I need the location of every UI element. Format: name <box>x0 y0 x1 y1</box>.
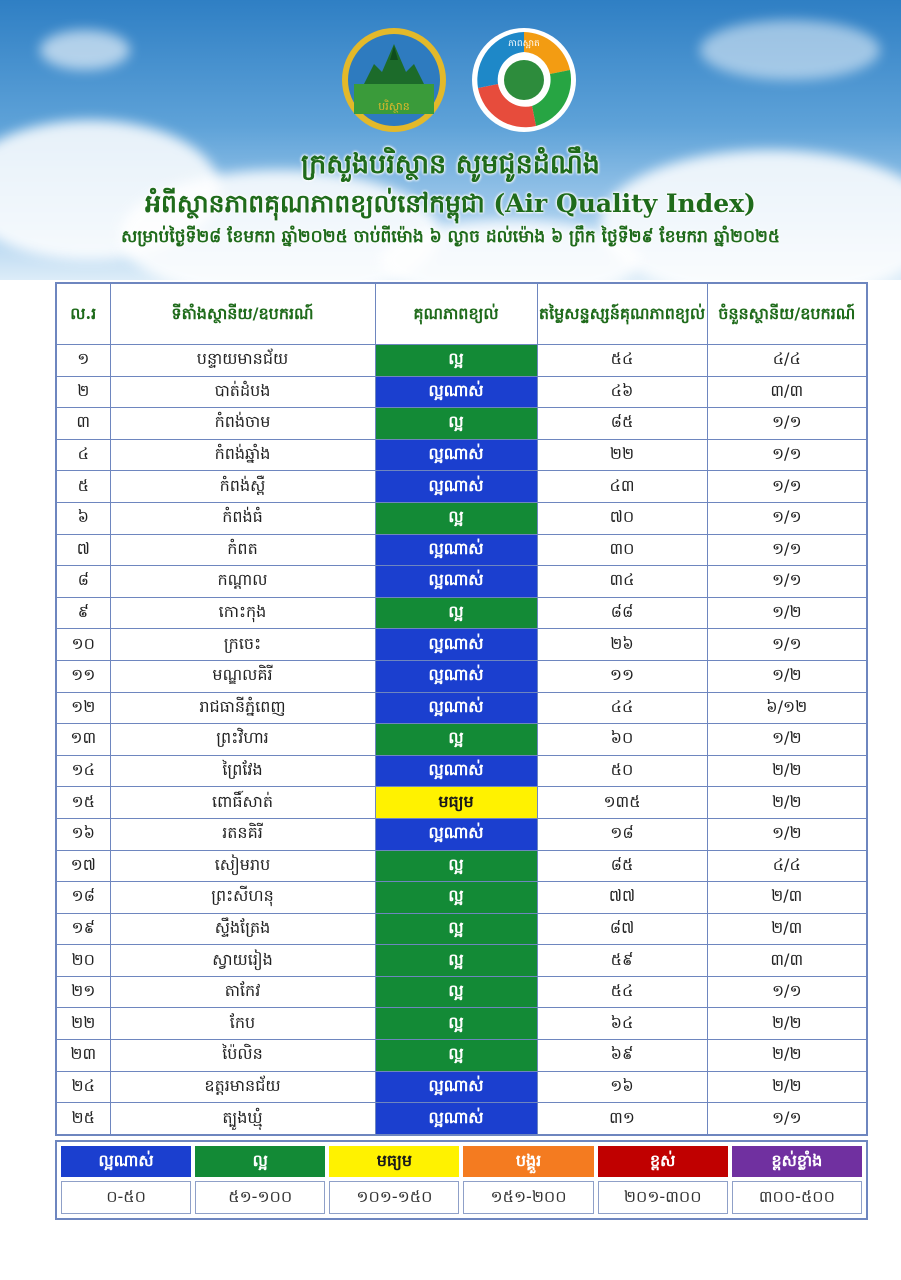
row-quality-status: ល្អ <box>375 882 537 914</box>
row-number: ៥ <box>56 471 110 503</box>
table-row <box>56 1071 867 1103</box>
title-line-2: អំពីស្ថានភាពគុណភាពខ្យល់នៅកម្ពុជា (Air Quality Index) <box>145 189 756 218</box>
row-station-count: ១/២ <box>707 724 867 756</box>
row-number: ២២ <box>56 1008 110 1040</box>
row-station-count: ២/២ <box>707 787 867 819</box>
legend-label: ល្អ <box>195 1146 325 1177</box>
ministry-of-environment-logo <box>340 26 448 134</box>
row-station-count: ១/១ <box>707 439 867 471</box>
row-station-count: ១/១ <box>707 976 867 1008</box>
row-quality-status: ល្អ <box>375 850 537 882</box>
row-aqi-value: ៣១ <box>537 1103 707 1135</box>
table-row <box>56 818 867 850</box>
row-number: ១១ <box>56 660 110 692</box>
row-location: ពោធិ៍សាត់ <box>110 787 375 819</box>
row-aqi-value: ១១ <box>537 660 707 692</box>
header-quality: គុណភាពខ្យល់ <box>375 283 537 345</box>
legend-range-row <box>61 1181 862 1214</box>
svg-text:បរិស្ថាន: បរិស្ថាន <box>378 100 410 113</box>
row-location: កំពង់ចាម <box>110 408 375 440</box>
row-quality-status: ល្អណាស់ <box>375 1103 537 1135</box>
row-location: ប៉ៃលិន <box>110 1040 375 1072</box>
table-row <box>56 1008 867 1040</box>
row-aqi-value: ៣៤ <box>537 566 707 598</box>
table-row <box>56 502 867 534</box>
row-aqi-value: ៦០ <box>537 724 707 756</box>
row-number: ១៦ <box>56 818 110 850</box>
row-station-count: ១/២ <box>707 660 867 692</box>
row-location: កែប <box>110 1008 375 1040</box>
legend-range: ១០១-១៥០ <box>329 1181 459 1214</box>
row-location: រាជធានីភ្នំពេញ <box>110 692 375 724</box>
row-number: ២ <box>56 376 110 408</box>
table-row <box>56 660 867 692</box>
row-aqi-value: ៨៨ <box>537 597 707 629</box>
row-station-count: ២/៣ <box>707 882 867 914</box>
row-number: ៨ <box>56 566 110 598</box>
table-row <box>56 566 867 598</box>
row-aqi-value: ៥៩ <box>537 945 707 977</box>
row-location: តាកែវ <box>110 976 375 1008</box>
row-location: កណ្ដាល <box>110 566 375 598</box>
row-aqi-value: ១៣៥ <box>537 787 707 819</box>
row-aqi-value: ១៨ <box>537 818 707 850</box>
row-aqi-value: ៣០ <box>537 534 707 566</box>
row-location: កំពង់ឆ្នាំង <box>110 439 375 471</box>
row-number: ២០ <box>56 945 110 977</box>
row-location: ព្រៃវែង <box>110 755 375 787</box>
table-row <box>56 345 867 377</box>
row-station-count: ១/១ <box>707 1103 867 1135</box>
row-aqi-value: ៨៥ <box>537 408 707 440</box>
row-number: ៤ <box>56 439 110 471</box>
row-station-count: ១/១ <box>707 471 867 503</box>
row-location: ត្បូងឃ្មុំ <box>110 1103 375 1135</box>
row-quality-status: ល្អណាស់ <box>375 692 537 724</box>
legend-label-row <box>61 1146 862 1177</box>
table-row <box>56 850 867 882</box>
legend-label: ខ្ពស់ <box>598 1146 728 1177</box>
row-station-count: ៦/១២ <box>707 692 867 724</box>
header-no: ល.រ <box>56 283 110 345</box>
row-station-count: ៤/៤ <box>707 345 867 377</box>
logos-row <box>0 20 901 135</box>
row-quality-status: ល្អណាស់ <box>375 376 537 408</box>
row-station-count: ២/២ <box>707 755 867 787</box>
table-row <box>56 376 867 408</box>
row-location: ស្ទឹងត្រែង <box>110 913 375 945</box>
legend-range: ១៥១-២០០ <box>463 1181 593 1214</box>
title-line-1: ក្រសួងបរិស្ថាន សូមជូនដំណឹង <box>301 149 600 180</box>
aqi-table <box>55 282 868 1136</box>
row-quality-status: ល្អ <box>375 597 537 629</box>
table-row <box>56 597 867 629</box>
row-location: រតនគិរី <box>110 818 375 850</box>
row-number: ៣ <box>56 408 110 440</box>
row-quality-status: ល្អណាស់ <box>375 566 537 598</box>
row-station-count: ១/១ <box>707 629 867 661</box>
table-row <box>56 945 867 977</box>
table-row <box>56 408 867 440</box>
row-station-count: ៣/៣ <box>707 376 867 408</box>
row-quality-status: ល្អ <box>375 1008 537 1040</box>
row-aqi-value: ៤៦ <box>537 376 707 408</box>
row-station-count: ១/១ <box>707 502 867 534</box>
row-aqi-value: ៥០ <box>537 755 707 787</box>
row-quality-status: ល្អណាស់ <box>375 755 537 787</box>
row-location: បាត់ដំបង <box>110 376 375 408</box>
legend-label: ខ្ពស់ខ្លាំង <box>732 1146 862 1177</box>
aqi-legend <box>55 1140 868 1220</box>
row-location: បន្ទាយមានជ័យ <box>110 345 375 377</box>
header-count: ចំនួនស្ថានីយ/ឧបករណ៍ <box>707 283 867 345</box>
row-quality-status: ល្អ <box>375 913 537 945</box>
row-station-count: ៣/៣ <box>707 945 867 977</box>
row-number: ២៣ <box>56 1040 110 1072</box>
row-aqi-value: ៧៧ <box>537 882 707 914</box>
row-location: ក្រចេះ <box>110 629 375 661</box>
row-station-count: ១/២ <box>707 818 867 850</box>
legend-label: បង្គួរ <box>463 1146 593 1177</box>
row-quality-status: ល្អ <box>375 1040 537 1072</box>
legend-label: ល្អណាស់ <box>61 1146 191 1177</box>
table-row <box>56 471 867 503</box>
row-number: ១៩ <box>56 913 110 945</box>
row-quality-status: ល្អ <box>375 502 537 534</box>
row-location: ព្រះសីហនុ <box>110 882 375 914</box>
row-aqi-value: ៦៤ <box>537 1008 707 1040</box>
row-aqi-value: ៨៥ <box>537 850 707 882</box>
row-number: ១៣ <box>56 724 110 756</box>
row-number: ១៥ <box>56 787 110 819</box>
row-aqi-value: ៥៤ <box>537 345 707 377</box>
legend-label: មធ្យម <box>329 1146 459 1177</box>
legend-range: ៥១-១០០ <box>195 1181 325 1214</box>
row-number: ១៤ <box>56 755 110 787</box>
aqi-table-body <box>56 345 867 1135</box>
row-number: ២៥ <box>56 1103 110 1135</box>
header-index: តម្លៃសន្ទស្សន៍គុណភាពខ្យល់ <box>537 283 707 345</box>
row-aqi-value: ៧០ <box>537 502 707 534</box>
row-quality-status: ល្អ <box>375 408 537 440</box>
row-number: ៦ <box>56 502 110 534</box>
row-station-count: ២/២ <box>707 1040 867 1072</box>
row-station-count: ២/២ <box>707 1071 867 1103</box>
row-quality-status: ល្អ <box>375 724 537 756</box>
row-quality-status: ល្អណាស់ <box>375 629 537 661</box>
table-header-row <box>56 283 867 345</box>
row-station-count: ១/២ <box>707 597 867 629</box>
title-block <box>0 148 901 250</box>
legend-range: ០-៥០ <box>61 1181 191 1214</box>
row-location: កំពង់ស្ពឺ <box>110 471 375 503</box>
table-row <box>56 692 867 724</box>
row-number: ១ <box>56 345 110 377</box>
row-number: ២១ <box>56 976 110 1008</box>
row-location: កោះកុង <box>110 597 375 629</box>
row-quality-status: ល្អណាស់ <box>375 818 537 850</box>
row-aqi-value: ២៦ <box>537 629 707 661</box>
row-location: ស្វាយរៀង <box>110 945 375 977</box>
legend-range: ២០១-៣០០ <box>598 1181 728 1214</box>
row-location: កំពត <box>110 534 375 566</box>
row-station-count: ១/១ <box>707 408 867 440</box>
row-aqi-value: ២២ <box>537 439 707 471</box>
table-row <box>56 629 867 661</box>
row-location: មណ្ឌលគិរី <box>110 660 375 692</box>
row-quality-status: ល្អ <box>375 976 537 1008</box>
row-quality-status: ល្អ <box>375 945 537 977</box>
row-location: ឧត្តរមានជ័យ <box>110 1071 375 1103</box>
table-row <box>56 724 867 756</box>
row-number: ៩ <box>56 597 110 629</box>
row-aqi-value: ១៦ <box>537 1071 707 1103</box>
row-quality-status: ល្អណាស់ <box>375 471 537 503</box>
row-number: ១២ <box>56 692 110 724</box>
table-row <box>56 976 867 1008</box>
table-row <box>56 755 867 787</box>
table-row <box>56 1103 867 1135</box>
row-number: ១៧ <box>56 850 110 882</box>
row-aqi-value: ៤៣ <box>537 471 707 503</box>
row-quality-status: ល្អ <box>375 345 537 377</box>
row-aqi-value: ៥៤ <box>537 976 707 1008</box>
row-number: ១៨ <box>56 882 110 914</box>
row-number: ២៤ <box>56 1071 110 1103</box>
row-location: កំពង់ធំ <box>110 502 375 534</box>
row-aqi-value: ៨៧ <box>537 913 707 945</box>
row-quality-status: មធ្យម <box>375 787 537 819</box>
row-aqi-value: ៦៩ <box>537 1040 707 1072</box>
row-location: សៀមរាប <box>110 850 375 882</box>
row-station-count: ១/១ <box>707 534 867 566</box>
row-number: ៧ <box>56 534 110 566</box>
table-row <box>56 1040 867 1072</box>
header-location: ទីតាំងស្ថានីយ/ឧបករណ៍ <box>110 283 375 345</box>
row-station-count: ១/១ <box>707 566 867 598</box>
row-number: ១០ <box>56 629 110 661</box>
row-quality-status: ល្អណាស់ <box>375 534 537 566</box>
title-date-line: សម្រាប់ថ្ងៃទី២៨ ខែមករា ឆ្នាំ២០២៥ ចាប់ពីម៉ោង ៦ ល្ងាច ដល់ម៉ោង ៦ ព្រឹក ថ្ងៃទី២៩ ខែមករា ឆ្នាំ២០២៥ <box>121 227 780 247</box>
row-station-count: ២/២ <box>707 1008 867 1040</box>
table-row <box>56 534 867 566</box>
table-row <box>56 439 867 471</box>
row-location: ព្រះវិហារ <box>110 724 375 756</box>
table-row <box>56 882 867 914</box>
svg-text:ភាពស្អាត: ភាពស្អាត <box>508 39 540 49</box>
clean-campaign-logo <box>470 26 578 134</box>
table-row <box>56 787 867 819</box>
row-quality-status: ល្អណាស់ <box>375 660 537 692</box>
row-quality-status: ល្អណាស់ <box>375 1071 537 1103</box>
table-row <box>56 913 867 945</box>
legend-range: ៣០០-៥០០ <box>732 1181 862 1214</box>
row-station-count: ៤/៤ <box>707 850 867 882</box>
row-station-count: ២/៣ <box>707 913 867 945</box>
row-quality-status: ល្អណាស់ <box>375 439 537 471</box>
row-aqi-value: ៤៤ <box>537 692 707 724</box>
